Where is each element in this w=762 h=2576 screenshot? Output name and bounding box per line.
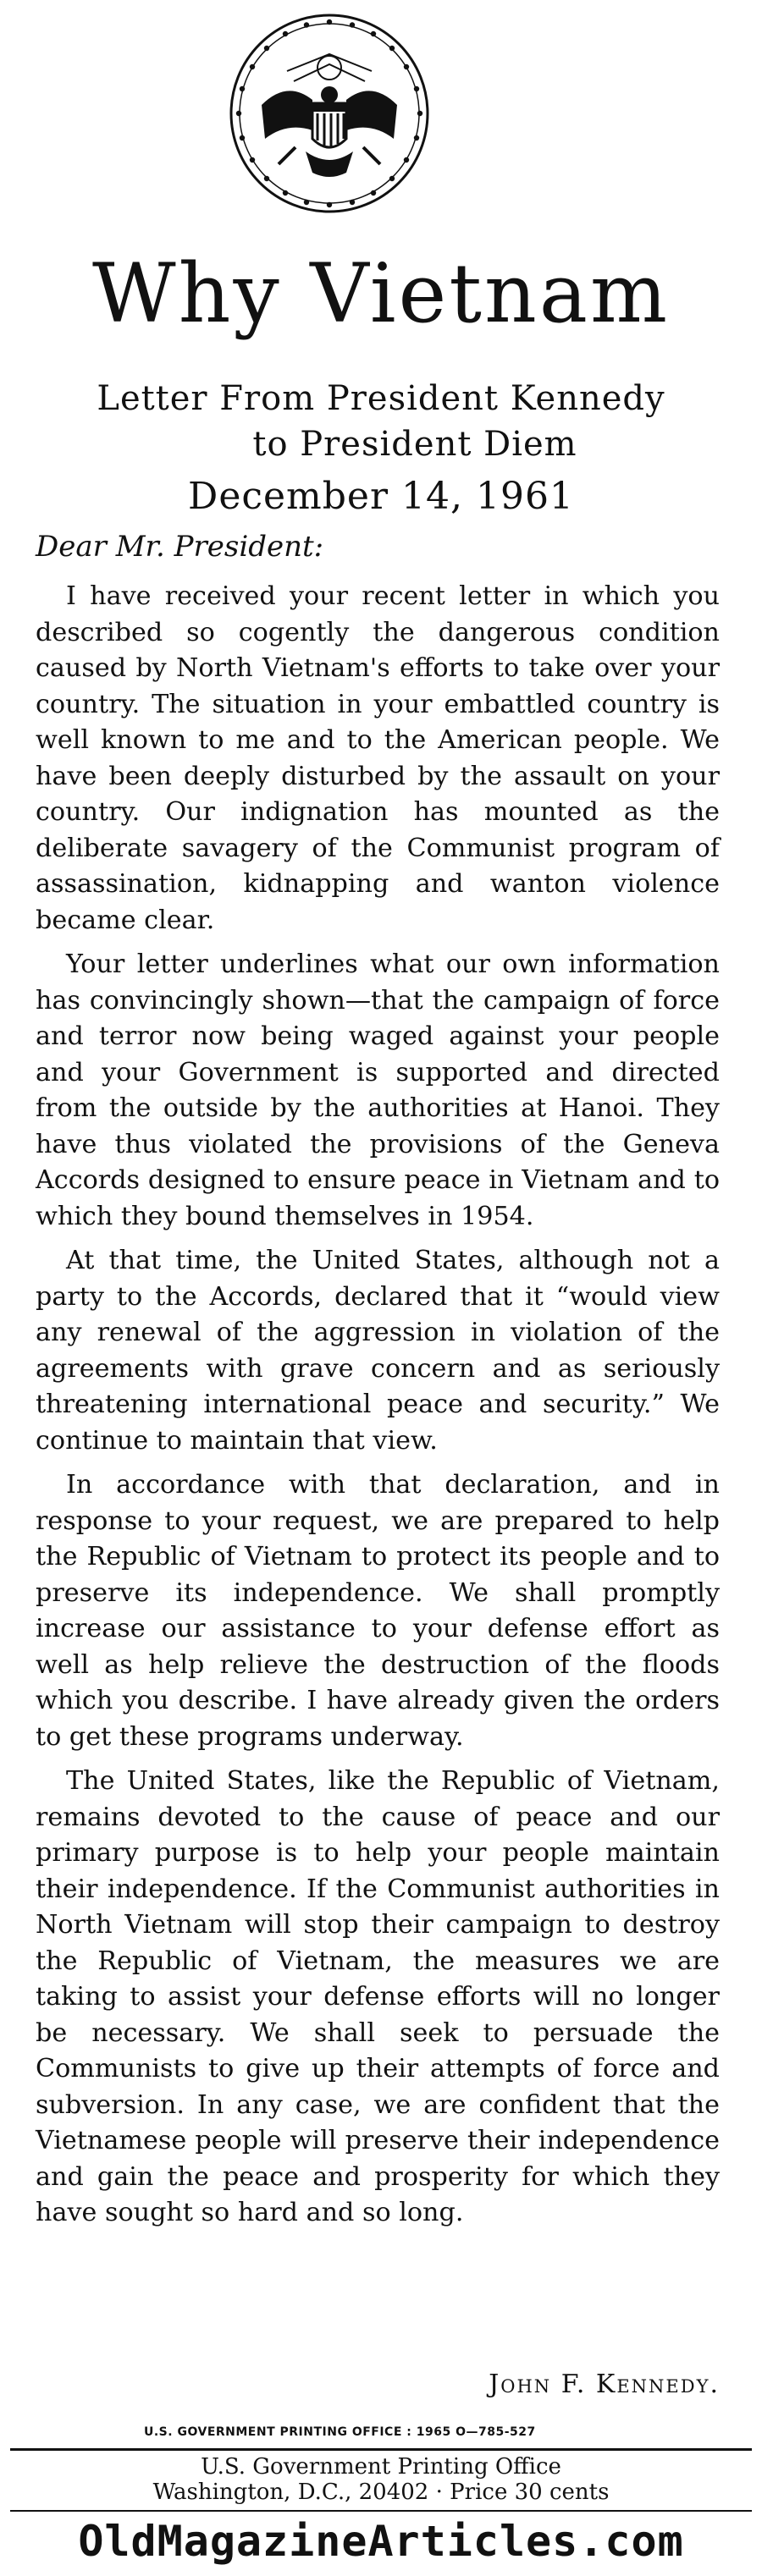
letter-paragraph: I have received your recent letter in which you described so cogently the dangerous condition caused by North Vietnam's efforts to take over your country. The situation in your embattled country is well known to me and to the American people. We have been deeply disturbed by the assault on your country. Our indignation has mounted as the deliberate savagery of the Communist program of assassination, kidnapping and wanton violence became clear. — [36, 581, 720, 935]
printing-office: U.S. Government Printing Office — [201, 2454, 561, 2480]
divider — [10, 2448, 752, 2451]
signature: John F. Kennedy. — [489, 2370, 720, 2399]
printing-office-small: U.S. GOVERNMENT PRINTING OFFICE : 1965 O—785-527 — [144, 2425, 536, 2439]
page-title: Why Vietnam — [91, 246, 671, 341]
subtitle-line-2: to President Diem — [252, 425, 577, 464]
address-price: Washington, D.C., 20402 · Price 30 cents — [152, 2480, 610, 2505]
presidential-seal-icon — [228, 12, 431, 215]
letter-paragraph: The United States, like the Republic of Vietnam, remains devoted to the cause of peace and our primary purpose is to help your people maintain their independence. If the Communist authorities in North Vietnam will stop their campaign to destroy the Republic of Vietnam, the measures we are taking to assist your defense efforts will no longer be necessary. We shall seek to persuade the Communists to give up their attempts of force and subversion. In any case, we are confident that the Vietnamese people will preserve their independence and gain the peace and prosperity for which they have sought so hard and so long. — [36, 1766, 720, 2227]
subtitle-line-1: Letter From President Kennedy — [97, 379, 665, 418]
letter-paragraph: At that time, the United States, although not a party to the Accords, declared that it “would view any renewal of the aggression in violation of the agreements with grave concern and as seriously threatening international peace and security.” We continue to maintain that view. — [36, 1246, 720, 1456]
letter-date: December 14, 1961 — [188, 475, 574, 518]
letter-body — [36, 579, 720, 2240]
salutation: Dear Mr. President: — [36, 530, 324, 564]
divider — [10, 2510, 752, 2512]
watermark: OldMagazineArticles.com — [78, 2517, 684, 2566]
letter-paragraph: Your letter underlines what our own information has convincingly shown—that the campaign of force and terror now being waged against your people and your Government is supported and directed from the outside by the authorities at Hanoi. They have thus violated the provisions of the Geneva Accords designed to ensure peace in Vietnam and to which they bound themselves in 1954. — [36, 949, 720, 1231]
letter-paragraph: In accordance with that declaration, and in response to your request, we are prepared to help the Republic of Vietnam to protect its people and to preserve its independence. We shall promptly increase our assistance to your defense effort as well as help relieve the destruction of the floods which you describe. I have already given the orders to get these programs underway. — [36, 1470, 720, 1752]
